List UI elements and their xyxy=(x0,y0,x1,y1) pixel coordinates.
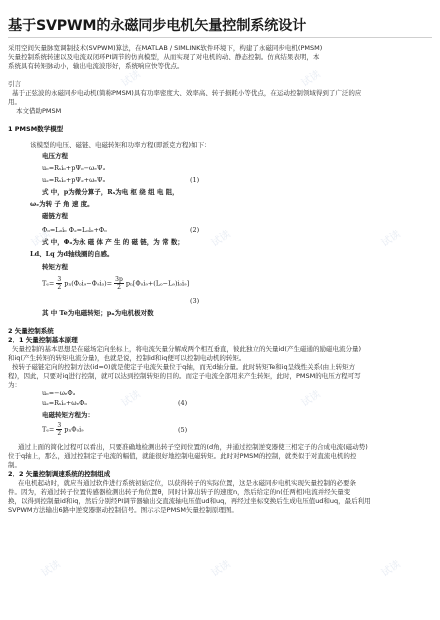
fraction-three-p-halves: $\frac{3p}{2}$ xyxy=(115,276,123,291)
equation-torque-lhs: Tₑ= xyxy=(42,279,55,288)
title-divider xyxy=(8,37,432,38)
section-2-1-line-1: 矢量控制的基本思想是在磁场定向坐标上，将电流矢量分解成两个相互垂直，彼此独立的矢量id(产生磁通的励磁电流分量) xyxy=(12,345,362,353)
section-2-2-line-1: 在电机起动时，就应当通过软件进行系统初始定位，以获得转子的实际位置，这是永磁同步电机实现矢量控制的必要条 xyxy=(18,479,356,487)
equation-flux: Φₒ=Lₒiₒ Φₔ=Lₒiₒ+Φₒ xyxy=(42,226,107,234)
section-1-heading: 1 PMSM数学模型 xyxy=(8,125,64,133)
watermark: 试读 xyxy=(379,558,403,580)
watermark: 试读 xyxy=(119,68,143,90)
section-2-1-tail-2: 位于q轴上，那么，通过控制定子电流的幅值，就能很好地控制电磁转矩。此时对PMSM的控制，就类似于对直流电机的控 xyxy=(8,452,357,460)
voltage-equation-label: 电压方程 xyxy=(42,152,68,160)
section-2-1-heading: 2．1 矢量控制基本原理 xyxy=(8,336,78,344)
equation-3-number: (3) xyxy=(190,297,200,305)
equation-2-where-cont: Ld、Lq 为d轴线圈的自感。 xyxy=(30,250,114,258)
equation-uq: uₔ=Rₛiₔ+pΨₔ+ωₑΨₒ xyxy=(42,176,106,184)
equation-5-rhs: pₙΦₒiₔ xyxy=(64,425,84,434)
intro-line-2: 用。 xyxy=(8,98,21,106)
equation-4a: uₒ=−ωₑΦₔ xyxy=(42,389,76,397)
equation-ud: uₒ=Rₛiₒ+pΨₒ−ωₑΨₔ xyxy=(42,164,106,172)
section-1-intro: 该模型的电压、磁链、电磁转矩和功率方程(即派克方程)如下： xyxy=(30,141,211,149)
fraction-three-halves: $\frac{3}{2}$ xyxy=(57,276,62,291)
torque-equation-label: 转矩方程 xyxy=(42,263,68,271)
section-2-1-line-4: 程)，因此，只要对iq进行控制，就可以达到控制转矩的目的。而定子电流全部用来产生转矩，此时，PMSM的电压方程可写 xyxy=(8,372,361,380)
section-2-1-line-3: 按转子磁链定向的控制方法(id=0)就是使定子电流矢量位于q轴，而无d轴分量。此时转矩Te和iq呈线性关系(由上转矩方 xyxy=(12,363,356,371)
equation-1-number: (1) xyxy=(190,176,200,184)
equation-2-where: 式 中，Φₒ为永 磁 体 产 生 的 磁 链，为 常 数； xyxy=(42,238,184,246)
watermark: 试读 xyxy=(209,228,233,250)
abstract-line-2: 矢量控制系统转速以及电流双闭环PI调节的仿真模型，从而实现了对电机的动、静态控制。仿真结果表明，本 xyxy=(8,53,320,61)
intro-line-1: 基于正弦波的永磁同步电动机(简称PMSM)具有功率密度大、效率高、转子损耗小等优点，在运动控制领域得到了广泛的应 xyxy=(12,89,362,97)
equation-3-where: 其 中 Te为电磁转矩；pₙ为电机极对数 xyxy=(42,309,154,317)
abstract-line-1: 采用空间矢量脉宽调制技术(SVPWM)算法，在MATLAB / SIMLINK软件环境下，构建了永磁同步电机(PMSM) xyxy=(8,44,323,52)
section-2-1-tail-1: 通过上面的简化过程可以看出，只要准确地检测出转子空间位置的(d角，并通过控制逆变器使三相定子的合成电流(磁动势) xyxy=(18,443,368,451)
section-2-1-tail-3: 制。 xyxy=(8,461,21,469)
equation-4-number: (4) xyxy=(178,399,188,407)
section-2-2-heading: 2．2 矢量控制调速系统的控制组成 xyxy=(8,470,111,478)
equation-torque-rhs-2: pₙ[Φₒiₔ+(Lₒ−Lₔ)iₒiₔ] xyxy=(125,279,190,288)
section-2-heading: 2 矢量控制系统 xyxy=(8,327,54,335)
section-2-2-line-3: 换，以得到控制量id和iq，然后分别经PI调节器输出交直流轴电压值ud和uq，再经过坐标变换后生成电压值ud和uq，最后利用 xyxy=(8,497,371,505)
equation-4b: uₔ=Rₛiₔ+ωₑΦₒ xyxy=(42,399,87,407)
section-2-1-line-2: 和iq(产生转矩的转矩电流分量)，也就是说，控制id和iq便可以控制电动机的转矩。 xyxy=(8,354,246,362)
watermark: 试读 xyxy=(29,228,53,250)
section-2-1-line-5: 为： xyxy=(8,381,21,389)
page-title: 基于SVPWM的永磁同步电机矢量控制系统设计 xyxy=(8,18,307,34)
torque-equation-lead: 电磁转矩方程为： xyxy=(42,411,94,419)
equation-5-lhs: Tₑ= xyxy=(42,425,55,434)
equation-1-where: 式 中，p为微分算子，Rₛ为电 枢 绕 组 电 阻， xyxy=(42,188,179,196)
equation-5 xyxy=(42,422,84,437)
equation-5-number: (5) xyxy=(178,426,188,434)
equation-2-number: (2) xyxy=(190,226,200,234)
intro-heading: 引言 xyxy=(8,80,21,88)
equation-torque xyxy=(42,276,189,291)
watermark: 试读 xyxy=(119,388,143,410)
abstract-line-3: 系统具有转矩脉动小，输出电流波形好，系统响应快等优点。 xyxy=(8,62,184,70)
fraction-three-halves-2: $\frac{3}{2}$ xyxy=(57,422,62,437)
watermark: 试读 xyxy=(209,558,233,580)
intro-line-3: 本文借助PMSM xyxy=(16,107,62,115)
watermark: 试读 xyxy=(299,388,323,410)
equation-1-where-cont: ωₑ为转 子 角 速 度。 xyxy=(30,200,94,208)
watermark: 试读 xyxy=(299,68,323,90)
section-2-2-line-2: 件。因为，若通过转子位置传感器检测出转子角位置θ，同时计算出转子的速度n，然后给定的n(任两相)电流并经矢量变 xyxy=(8,488,351,496)
section-2-2-line-4: SVPWM方法输出6路中逆变器驱动控制信号。图示示是PMSM矢量控制原理图。 xyxy=(8,506,238,514)
equation-torque-rhs: pₙ(Φₒiₔ−Φₔiₒ)= xyxy=(64,279,113,288)
watermark: 试读 xyxy=(39,558,63,580)
watermark: 试读 xyxy=(379,228,403,250)
flux-equation-label: 磁链方程 xyxy=(42,212,68,220)
